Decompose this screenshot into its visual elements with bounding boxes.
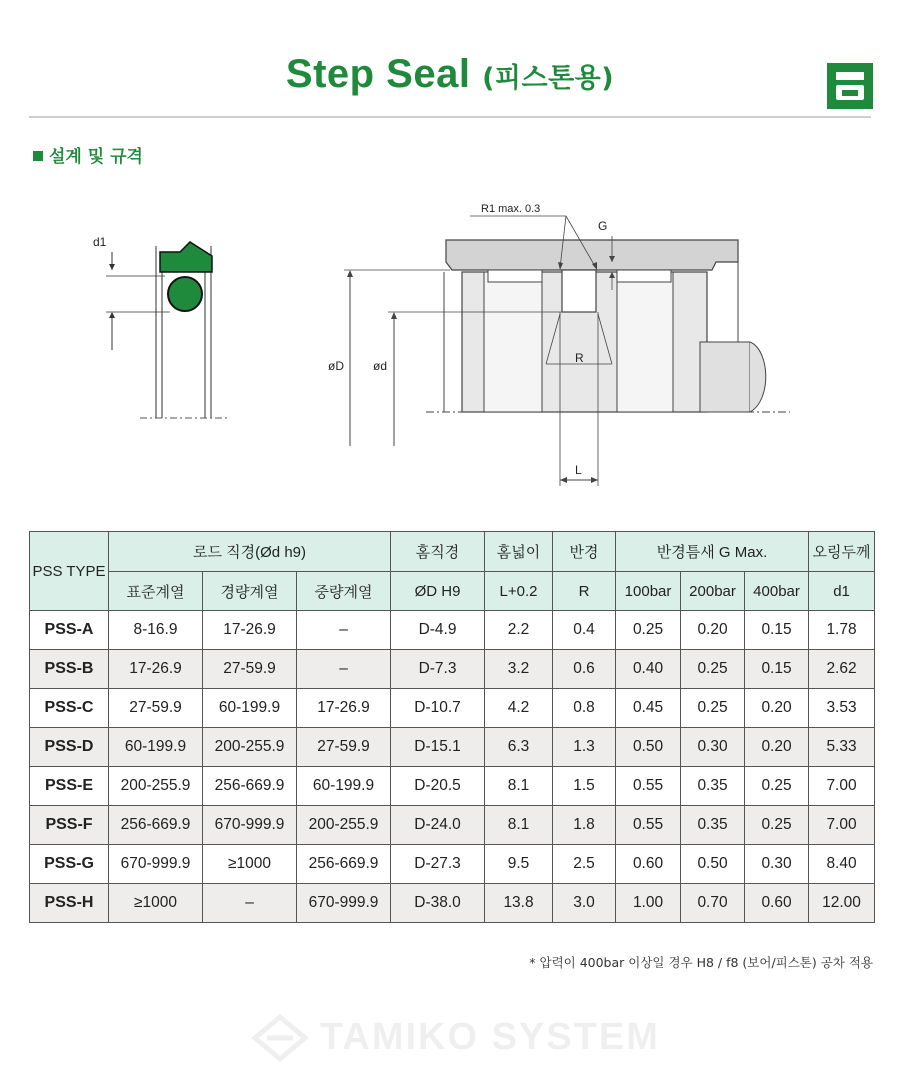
table-cell: 0.20	[745, 689, 809, 728]
label-g: G	[598, 219, 608, 233]
col-header-oring: 오링두께	[809, 532, 875, 572]
table-cell: PSS-A	[30, 611, 109, 650]
table-cell: 7.00	[809, 806, 875, 845]
table-cell: 17-26.9	[203, 611, 297, 650]
label-r1-max: R1 max. 0.3	[481, 203, 541, 215]
table-cell: D-7.3	[391, 650, 485, 689]
col-header-heavy: 중량계열	[297, 572, 391, 611]
table-cell: 0.20	[745, 728, 809, 767]
table-cell: 0.15	[745, 611, 809, 650]
table-cell: PSS-B	[30, 650, 109, 689]
table-cell: 670-999.9	[203, 806, 297, 845]
table-cell: 256-669.9	[297, 845, 391, 884]
table-cell: PSS-G	[30, 845, 109, 884]
table-row	[30, 845, 875, 884]
table-cell: 13.8	[485, 884, 553, 923]
table-cell: D-4.9	[391, 611, 485, 650]
table-cell: 0.8	[553, 689, 616, 728]
footnote: * 압력이 400bar 이상일 경우 H8 / f8 (보어/피스톤) 공차 적용	[529, 955, 873, 970]
table-cell: 2.62	[809, 650, 875, 689]
table-cell: 0.70	[681, 884, 745, 923]
table-cell: 1.8	[553, 806, 616, 845]
table-cell: 200-255.9	[109, 767, 203, 806]
col-header-d1: d1	[809, 572, 875, 611]
table-cell: PSS-E	[30, 767, 109, 806]
table-cell: 0.30	[745, 845, 809, 884]
table-row	[30, 884, 875, 923]
table-row	[30, 767, 875, 806]
table-cell: 200-255.9	[297, 806, 391, 845]
table-subheader-row	[30, 572, 875, 611]
label-l: L	[575, 463, 582, 477]
table-cell: 1.00	[616, 884, 681, 923]
table-cell: 8.40	[809, 845, 875, 884]
table-cell: 8.1	[485, 767, 553, 806]
col-header-100bar: 100bar	[616, 572, 681, 611]
table-row	[30, 611, 875, 650]
col-header-rod-diameter: 로드 직경(Ød h9)	[109, 532, 391, 572]
label-r: R	[575, 351, 584, 365]
table-cell: 0.60	[745, 884, 809, 923]
table-cell: 27-59.9	[297, 728, 391, 767]
table-cell: 0.40	[616, 650, 681, 689]
seal-diagram	[0, 0, 900, 520]
watermark-text: TAMIKO SYSTEM	[320, 1016, 660, 1058]
label-outer-diameter: øD	[328, 359, 344, 373]
table-cell: 1.3	[553, 728, 616, 767]
table-cell: PSS-H	[30, 884, 109, 923]
table-cell: ≥1000	[109, 884, 203, 923]
col-header-od-h9: ØD H9	[391, 572, 485, 611]
spec-table	[29, 531, 875, 923]
table-cell: 0.50	[681, 845, 745, 884]
piston-bore-drawing	[344, 216, 790, 486]
table-cell: D-20.5	[391, 767, 485, 806]
table-cell: 6.3	[485, 728, 553, 767]
table-cell: 27-59.9	[203, 650, 297, 689]
table-cell: 2.2	[485, 611, 553, 650]
col-header-200bar: 200bar	[681, 572, 745, 611]
table-cell: 9.5	[485, 845, 553, 884]
table-cell: 0.25	[681, 689, 745, 728]
table-cell: ≥1000	[203, 845, 297, 884]
label-d1: d1	[93, 235, 107, 249]
table-cell: 0.25	[616, 611, 681, 650]
table-cell: D-10.7	[391, 689, 485, 728]
table-cell: 7.00	[809, 767, 875, 806]
title-korean: (피스톤용)	[482, 63, 615, 94]
col-header-groove-diameter: 홈직경	[391, 532, 485, 572]
table-cell: D-38.0	[391, 884, 485, 923]
table-row	[30, 806, 875, 845]
table-cell: 17-26.9	[297, 689, 391, 728]
col-header-l: L+0.2	[485, 572, 553, 611]
table-cell: 1.5	[553, 767, 616, 806]
col-header-groove-width: 홈넓이	[485, 532, 553, 572]
table-cell: D-24.0	[391, 806, 485, 845]
table-cell: 60-199.9	[203, 689, 297, 728]
table-header-row	[30, 532, 875, 572]
table-cell: 0.35	[681, 806, 745, 845]
table-cell: 0.55	[616, 767, 681, 806]
table-cell: 0.60	[616, 845, 681, 884]
table-cell: 0.35	[681, 767, 745, 806]
table-cell: 8.1	[485, 806, 553, 845]
table-row	[30, 689, 875, 728]
table-cell: 1.78	[809, 611, 875, 650]
col-header-400bar: 400bar	[745, 572, 809, 611]
table-cell: –	[297, 611, 391, 650]
table-cell: 0.25	[681, 650, 745, 689]
table-cell: 256-669.9	[109, 806, 203, 845]
table-cell: 0.25	[745, 806, 809, 845]
table-row	[30, 650, 875, 689]
table-cell: 0.30	[681, 728, 745, 767]
col-header-radial-gap: 반경틈새 G Max.	[616, 532, 809, 572]
table-cell: 0.6	[553, 650, 616, 689]
table-cell: 0.45	[616, 689, 681, 728]
table-cell: 27-59.9	[109, 689, 203, 728]
table-cell: 0.55	[616, 806, 681, 845]
table-cell: –	[203, 884, 297, 923]
col-header-light: 경량계열	[203, 572, 297, 611]
table-cell: 17-26.9	[109, 650, 203, 689]
table-cell: 2.5	[553, 845, 616, 884]
table-cell: PSS-D	[30, 728, 109, 767]
table-cell: 4.2	[485, 689, 553, 728]
section-heading-label: 설계 및 규격	[49, 147, 143, 167]
table-cell: 200-255.9	[203, 728, 297, 767]
table-cell: 5.33	[809, 728, 875, 767]
table-cell: 0.50	[616, 728, 681, 767]
table-cell: 0.25	[745, 767, 809, 806]
table-cell: 256-669.9	[203, 767, 297, 806]
table-cell: 60-199.9	[109, 728, 203, 767]
table-cell: 0.20	[681, 611, 745, 650]
table-cell: –	[297, 650, 391, 689]
table-cell: 12.00	[809, 884, 875, 923]
col-header-radius: 반경	[553, 532, 616, 572]
table-cell: 3.53	[809, 689, 875, 728]
table-cell: 3.0	[553, 884, 616, 923]
col-header-r: R	[553, 572, 616, 611]
table-cell: D-15.1	[391, 728, 485, 767]
col-header-standard: 표준계열	[109, 572, 203, 611]
table-cell: PSS-F	[30, 806, 109, 845]
table-cell: 0.15	[745, 650, 809, 689]
col-header-type: PSS TYPE	[30, 532, 109, 611]
label-inner-diameter: ød	[373, 359, 388, 373]
table-cell: 3.2	[485, 650, 553, 689]
table-cell: 8-16.9	[109, 611, 203, 650]
table-cell: D-27.3	[391, 845, 485, 884]
title-english: Step Seal	[285, 52, 471, 96]
seal-profile-drawing	[106, 242, 228, 418]
table-cell: 670-999.9	[297, 884, 391, 923]
table-cell: PSS-C	[30, 689, 109, 728]
table-cell: 0.4	[553, 611, 616, 650]
table-cell: 60-199.9	[297, 767, 391, 806]
table-row	[30, 728, 875, 767]
table-cell: 670-999.9	[109, 845, 203, 884]
